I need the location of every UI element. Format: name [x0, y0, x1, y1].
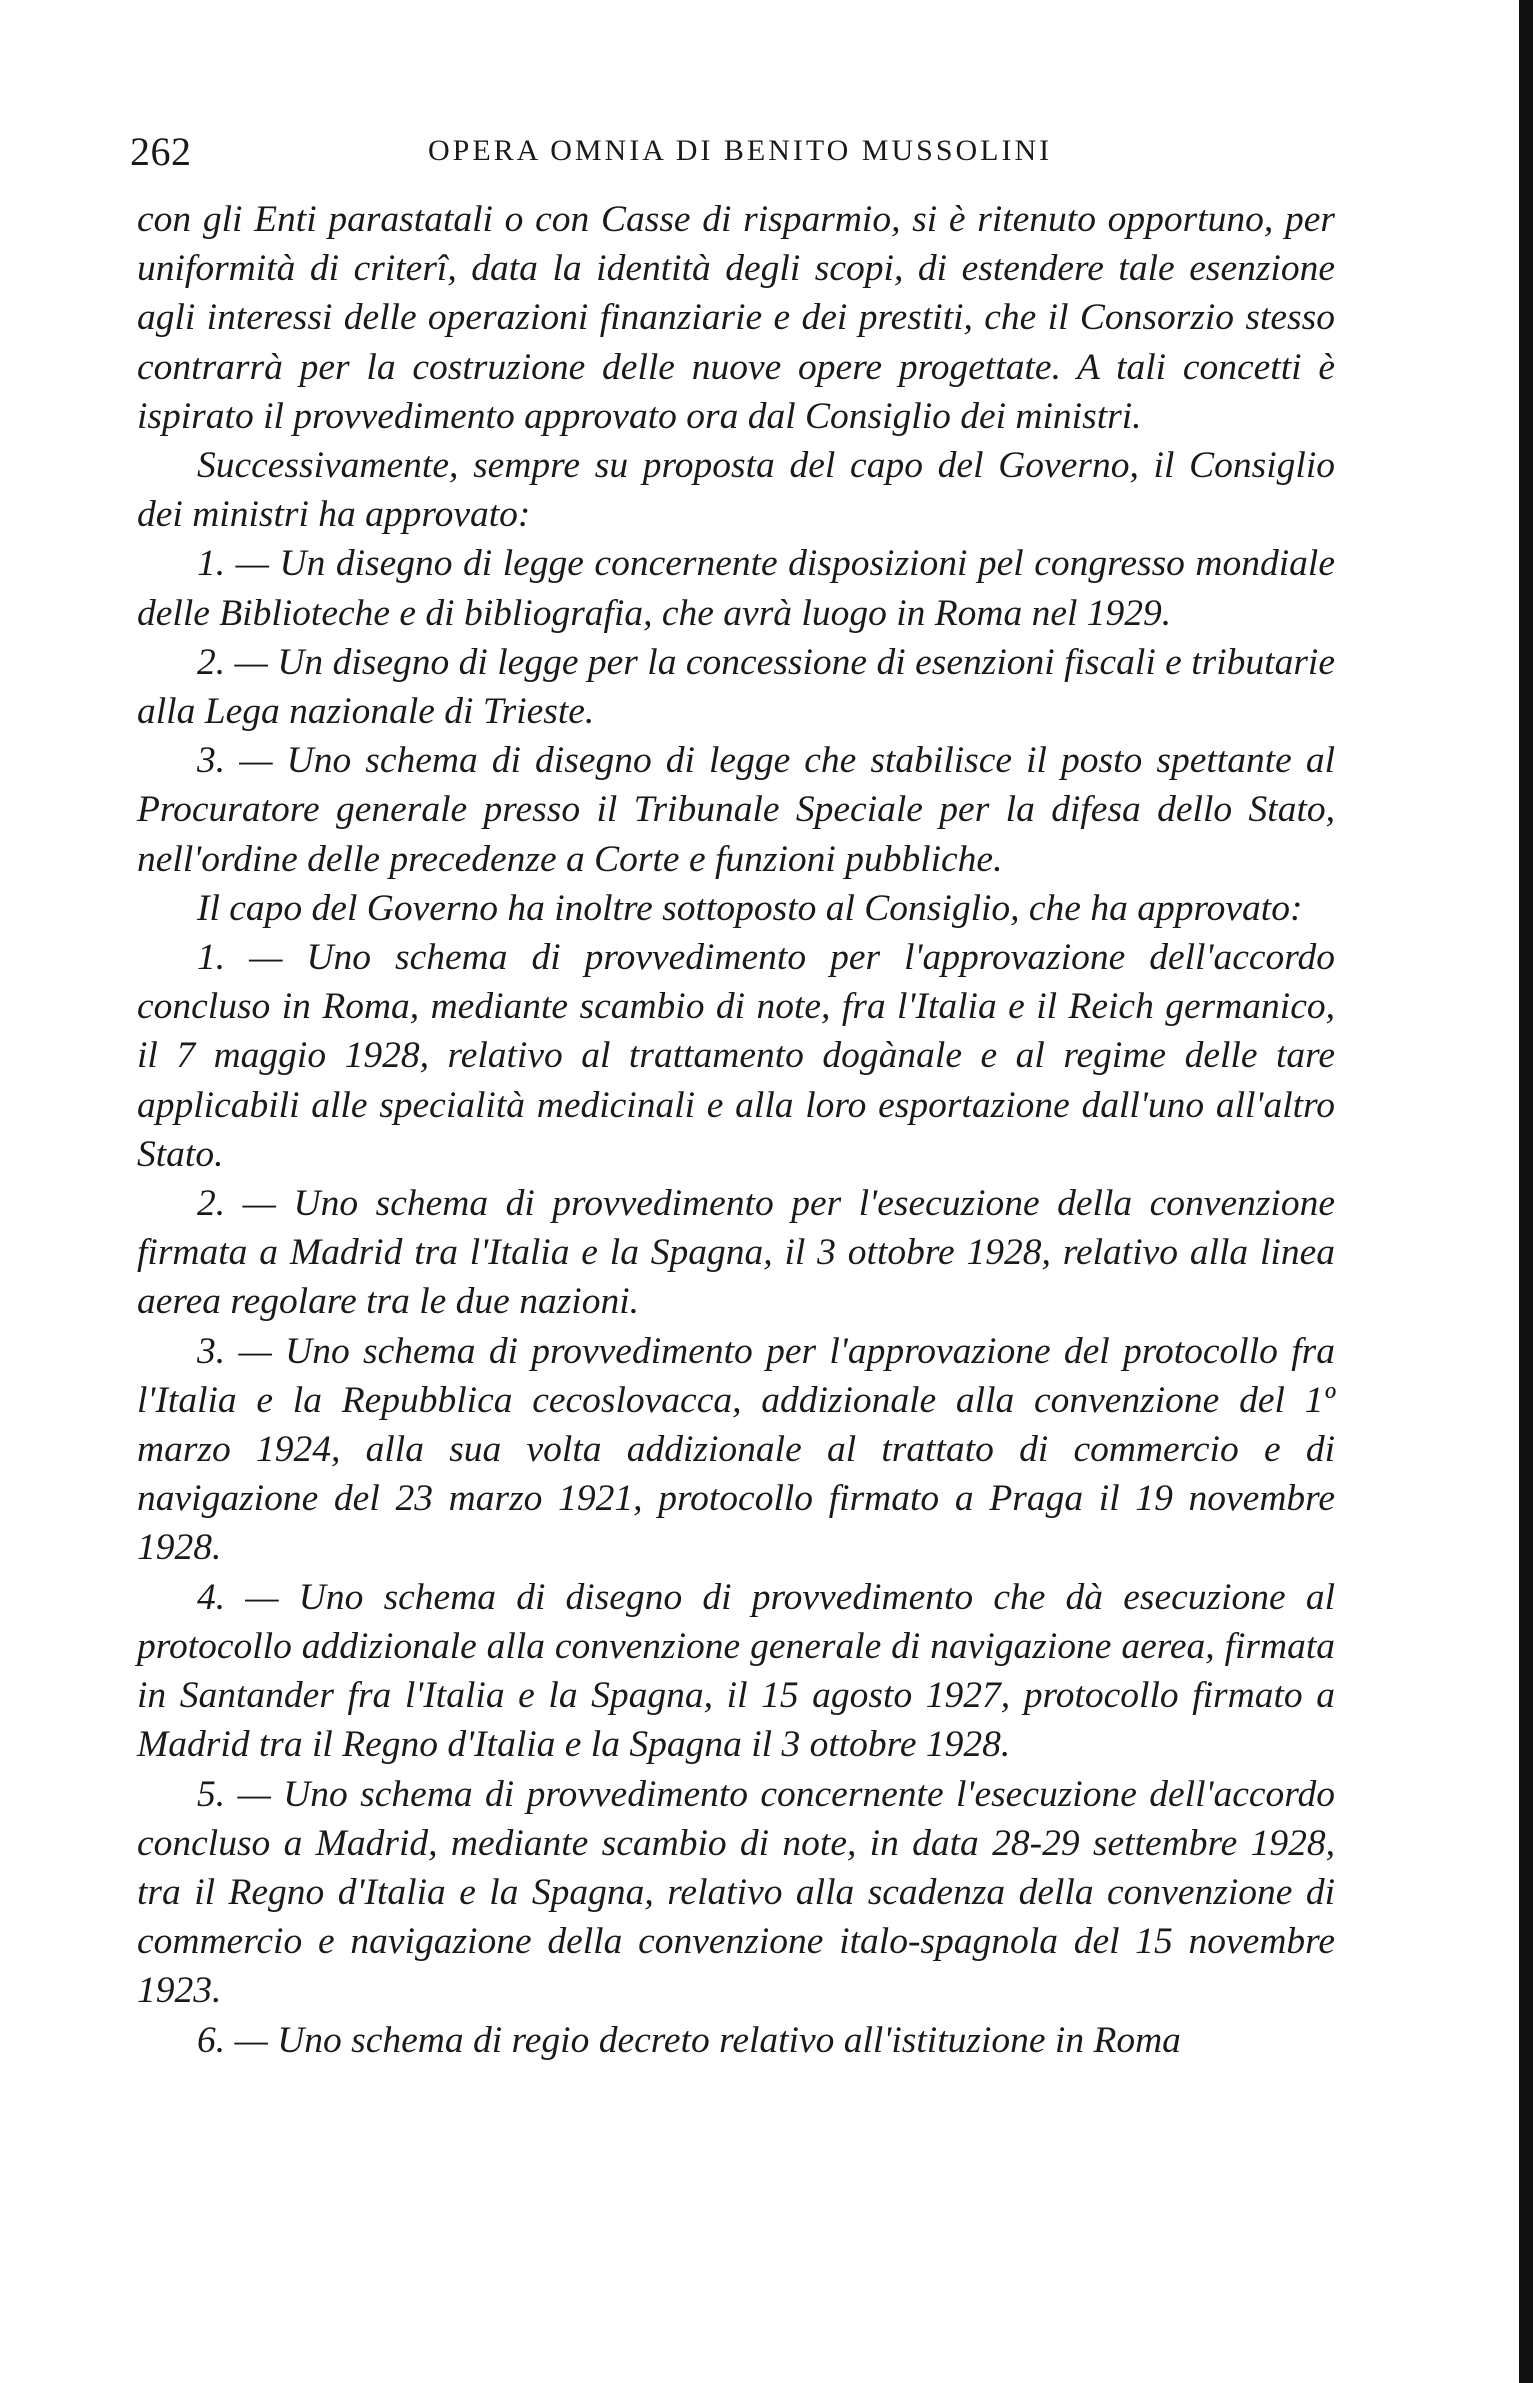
running-header [130, 118, 1330, 178]
list-item: 4. — Uno schema di disegno di provvedimento che dà esecuzione al protocollo addizionale alla convenzione generale di navigazione aerea, firmata in Santander fra l'Italia e la Spagna, il 15 agosto 1927, protocollo firmato a Madrid tra il Regno d'Italia e la Spagna il 3 ottobre 1928. [137, 1576, 1335, 1766]
body-text [137, 195, 1335, 2065]
list-item: 2. — Uno schema di provvedimento per l'esecuzione della convenzione firmata a Madrid tra l'Italia e la Spagna, il 3 ottobre 1928, relativo alla linea aerea regolare tra le due nazioni. [137, 1183, 1335, 1323]
page-edge-shadow [1519, 0, 1533, 2383]
list-item: 2. — Un disegno di legge per la concessione di esenzioni fiscali e tributarie alla Lega nazionale di Trieste. [137, 641, 1335, 733]
page-number: 262 [130, 129, 192, 174]
paragraph-continuation: con gli Enti parastatali o con Casse di risparmio, si è ritenuto opportuno, per uniformità di criterî, data la identità degli scopi, di estendere tale esenzione agli interessi delle operazioni finanziarie e dei prestiti, che il Consorzio stesso contrarrà per la costruzione delle nuove opere progettate. A tali concetti è ispirato il provvedimento approvato ora dal Consiglio dei ministri. [137, 199, 1335, 437]
list-item: 3. — Uno schema di provvedimento per l'approvazione del protocollo fra l'Italia e la Repubblica cecoslovacca, addizionale alla convenzione del 1º marzo 1924, alla sua volta addizionale al trattato di commercio e di navigazione del 23 marzo 1921, protocollo firmato a Praga il 19 novembre 1928. [137, 1330, 1335, 1569]
list-item: 6. — Uno schema di regio decreto relativo all'istituzione in Roma [197, 2019, 1181, 2061]
paragraph-intro: Il capo del Governo ha inoltre sottoposto al Consiglio, che ha approvato: [197, 887, 1303, 929]
list-item: 1. — Un disegno di legge concernente disposizioni pel congresso mondiale delle Biblioteche e di bibliografia, che avrà luogo in Roma nel 1929. [137, 543, 1335, 634]
list-item: 5. — Uno schema di provvedimento concernente l'esecuzione dell'accordo concluso a Madrid, mediante scambio di note, in data 28-29 settembre 1928, tra il Regno d'Italia e la Spagna, relativo alla scadenza della convenzione di commercio e navigazione della convenzione italo-spagnola del 15 novembre 1923. [137, 1773, 1335, 2012]
list-item: 1. — Uno schema di provvedimento per l'approvazione dell'accordo concluso in Roma, mediante scambio di note, fra l'Italia e il Reich germanico, il 7 maggio 1928, relativo al trattamento dogànale e al regime delle tare applicabili alle specialità medicinali e alla loro esportazione dall'uno all'altro Stato. [137, 937, 1335, 1175]
list-item: 3. — Uno schema di disegno di legge che stabilisce il posto spettante al Procuratore generale presso il Tribunale Speciale per la difesa dello Stato, nell'ordine delle precedenze a Corte e funzioni pubbliche. [137, 740, 1335, 880]
paragraph-intro: Successivamente, sempre su proposta del capo del Governo, il Consiglio dei ministri ha approvato: [137, 445, 1335, 536]
running-title: OPERA OMNIA DI BENITO MUSSOLINI [428, 134, 1053, 167]
